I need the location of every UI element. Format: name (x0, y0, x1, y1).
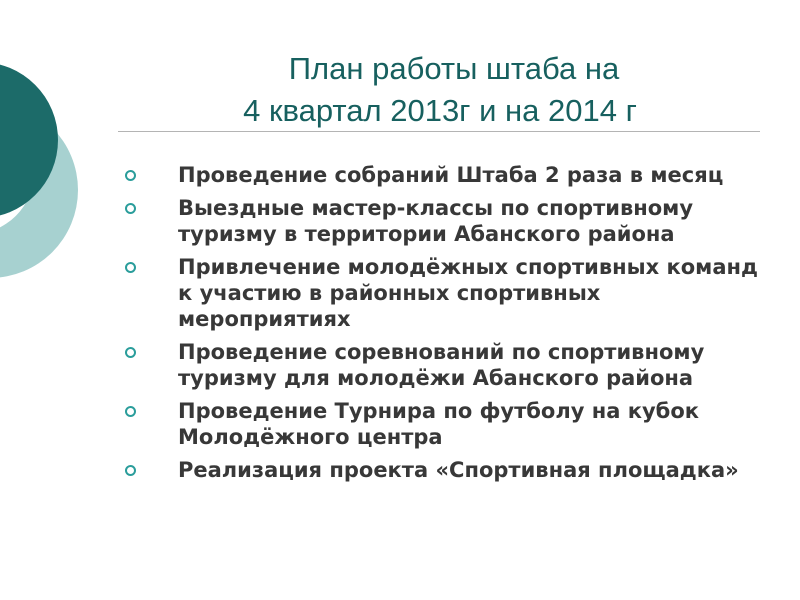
bullet-list (110, 162, 770, 490)
bullet-item (110, 457, 770, 483)
bullet-item (110, 162, 770, 188)
title-divider (118, 131, 760, 132)
ring-bullet-icon (125, 347, 136, 358)
bullet-text: Выездные мастер-классы по спортивному туризму в территории Абанского района (178, 196, 694, 246)
bullet-text: Проведение собраний Штаба 2 раза в месяц (178, 163, 724, 187)
ring-bullet-icon (125, 465, 136, 476)
ring-bullet-icon (125, 262, 136, 273)
ring-bullet-icon (125, 406, 136, 417)
slide-title (120, 48, 760, 132)
ring-bullet-icon (125, 170, 136, 181)
bullet-text: Реализация проекта «Спортивная площадка» (178, 458, 739, 482)
title-line-1: План работы штаба на (288, 51, 620, 86)
bullet-text: Проведение Турнира по футболу на кубок Молодёжного центра (178, 399, 700, 449)
bullet-text: Привлечение молодёжных спортивных команд к участию в районных спортивных мероприятиях (178, 255, 758, 331)
bullet-item (110, 398, 770, 450)
bullet-item (110, 339, 770, 391)
bullet-item (110, 195, 770, 247)
bullet-text: Проведение соревнований по спортивному туризму для молодёжи Абанского района (178, 340, 705, 390)
bullet-item (110, 254, 770, 332)
title-line-2: 4 квартал 2013г и на 2014 г (243, 93, 637, 128)
ring-bullet-icon (125, 203, 136, 214)
